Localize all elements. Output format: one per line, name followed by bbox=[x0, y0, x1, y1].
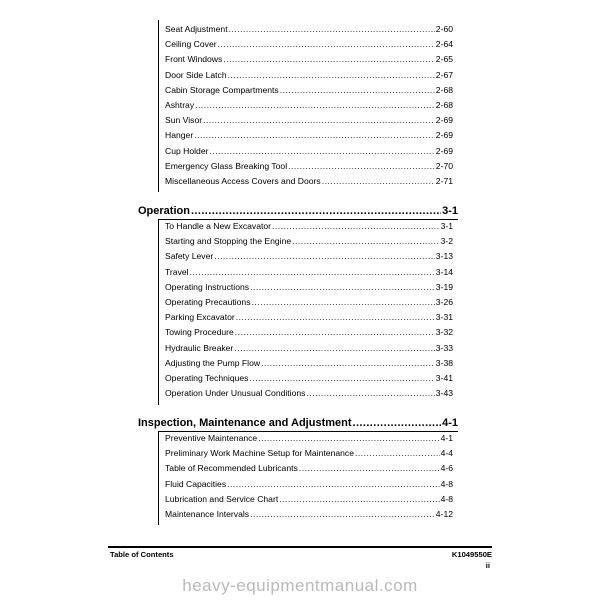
toc-entry[interactable] bbox=[165, 356, 453, 371]
toc-entry[interactable] bbox=[165, 371, 453, 386]
toc-entry-title: To Handle a New Excavator bbox=[165, 221, 272, 231]
toc-entry-title: Cabin Storage Compartments bbox=[165, 84, 279, 95]
toc-entry[interactable] bbox=[165, 265, 453, 280]
toc-entry-page: 4-4 bbox=[440, 448, 453, 459]
toc-entry-page: 3-33 bbox=[435, 342, 453, 353]
toc-section-heading-inspection[interactable] bbox=[138, 414, 458, 432]
toc-entry[interactable] bbox=[165, 219, 453, 234]
toc-entry-title: Emergency Glass Breaking Tool bbox=[165, 160, 288, 171]
toc-entry-page: 4-12 bbox=[435, 508, 453, 519]
toc-entry[interactable] bbox=[165, 310, 453, 325]
toc-entry-page: 2-69 bbox=[435, 115, 453, 126]
section-heading-title: Operation bbox=[138, 205, 190, 217]
toc-entry-title: Maintenance Intervals bbox=[165, 508, 250, 519]
toc-entry[interactable] bbox=[165, 159, 453, 174]
toc-entry[interactable] bbox=[165, 68, 453, 83]
toc-entry[interactable] bbox=[165, 52, 453, 67]
toc-entry-title: Hanger bbox=[165, 130, 194, 141]
toc-entry-page: 2-64 bbox=[435, 39, 453, 50]
toc-entry-page: 3-19 bbox=[435, 281, 453, 292]
toc-entry-page: 2-68 bbox=[435, 99, 453, 110]
toc-entry-page: 3-41 bbox=[435, 372, 453, 383]
toc-entry-page: 2-65 bbox=[435, 54, 453, 65]
section-heading-page: 4-1 bbox=[442, 417, 458, 429]
toc-list-section-1 bbox=[165, 219, 453, 401]
toc-section-heading-operation[interactable] bbox=[138, 202, 458, 220]
toc-entry-title: Seat Adjustment bbox=[165, 24, 228, 34]
toc-entry-title: Cup Holder bbox=[165, 145, 209, 156]
toc-entry[interactable] bbox=[165, 386, 453, 401]
toc-entry-page: 4-8 bbox=[440, 478, 453, 489]
toc-entry[interactable] bbox=[165, 477, 453, 492]
toc-entry-page: 3-1 bbox=[440, 221, 453, 231]
toc-entry-page: 4-8 bbox=[440, 493, 453, 504]
toc-entry-title: Operating Techniques bbox=[165, 372, 249, 383]
toc-entry-title: Ceiling Cover bbox=[165, 39, 217, 50]
toc-entry-title: Ashtray bbox=[165, 99, 195, 110]
toc-entry-title: Preliminary Work Machine Setup for Maintenance bbox=[165, 448, 354, 459]
toc-entry-page: 3-38 bbox=[435, 357, 453, 368]
watermark-text: heavy-equipmentmanual.com bbox=[182, 576, 418, 595]
toc-entry-title: Hydraulic Breaker bbox=[165, 342, 234, 353]
toc-entry-title: Operating Instructions bbox=[165, 281, 250, 292]
footer-document-number: K1049550E bbox=[451, 550, 492, 559]
toc-entry[interactable] bbox=[165, 461, 453, 476]
toc-entry-title: Towing Procedure bbox=[165, 327, 234, 338]
toc-entry-page: 3-32 bbox=[435, 327, 453, 338]
toc-entry[interactable] bbox=[165, 446, 453, 461]
toc-entry-title: Sun Visor bbox=[165, 115, 203, 126]
toc-entry[interactable] bbox=[165, 83, 453, 98]
toc-entry-page: 3-2 bbox=[440, 236, 453, 247]
toc-entry-page: 2-71 bbox=[435, 175, 453, 186]
toc-entry-title: Starting and Stopping the Engine bbox=[165, 236, 292, 247]
toc-entry[interactable] bbox=[165, 144, 453, 159]
toc-entry-title: Front Windows bbox=[165, 54, 223, 65]
toc-entry-title: Safety Lever bbox=[165, 251, 214, 262]
toc-entry[interactable] bbox=[165, 280, 453, 295]
toc-entry-title: Table of Recommended Lubricants bbox=[165, 463, 298, 474]
toc-entry[interactable] bbox=[165, 128, 453, 143]
toc-list-section-0 bbox=[165, 22, 453, 189]
toc-entry-page: 2-68 bbox=[435, 84, 453, 95]
toc-entry[interactable] bbox=[165, 22, 453, 37]
toc-entry-page: 2-70 bbox=[435, 160, 453, 171]
section-heading-page: 3-1 bbox=[442, 205, 458, 217]
section-bracket-line bbox=[158, 219, 159, 405]
toc-entry-page: 2-69 bbox=[435, 130, 453, 141]
toc-entry[interactable] bbox=[165, 234, 453, 249]
toc-entry[interactable] bbox=[165, 37, 453, 52]
toc-entry[interactable] bbox=[165, 295, 453, 310]
toc-entry[interactable] bbox=[165, 174, 453, 189]
section-bracket-line bbox=[158, 20, 159, 192]
toc-entry[interactable] bbox=[165, 325, 453, 340]
toc-entry[interactable] bbox=[165, 431, 453, 446]
toc-entry[interactable] bbox=[165, 492, 453, 507]
toc-entry-page: 2-67 bbox=[435, 69, 453, 80]
section-bracket-line bbox=[158, 431, 159, 525]
toc-entry-page: 4-6 bbox=[440, 463, 453, 474]
toc-entry-page: 3-26 bbox=[435, 296, 453, 307]
toc-entry-page: 3-13 bbox=[435, 251, 453, 262]
toc-entry-title: Parking Excavator bbox=[165, 312, 235, 323]
toc-entry[interactable] bbox=[165, 98, 453, 113]
toc-entry-title: Adjusting the Pump Flow bbox=[165, 357, 261, 368]
toc-entry-page: 4-1 bbox=[440, 433, 453, 443]
footer-rule bbox=[108, 546, 492, 548]
toc-entry-page: 3-14 bbox=[435, 266, 453, 277]
toc-entry-page: 3-31 bbox=[435, 312, 453, 323]
footer-title: Table of Contents bbox=[110, 550, 174, 559]
toc-entry-title: Operating Precautions bbox=[165, 296, 251, 307]
toc-entry[interactable] bbox=[165, 249, 453, 264]
toc-entry-title: Preventive Maintenance bbox=[165, 433, 258, 443]
toc-entry-page: 3-43 bbox=[435, 388, 453, 399]
toc-entry[interactable] bbox=[165, 341, 453, 356]
footer-page-number: ii bbox=[485, 561, 490, 570]
toc-entry-page: 2-60 bbox=[435, 24, 453, 34]
toc-entry-title: Miscellaneous Access Covers and Doors bbox=[165, 175, 321, 186]
toc-entry-title: Operation Under Unusual Conditions bbox=[165, 388, 306, 399]
toc-entry[interactable] bbox=[165, 507, 453, 522]
toc-entry-title: Fluid Capacities bbox=[165, 478, 227, 489]
toc-list-section-2 bbox=[165, 431, 453, 522]
toc-entry-title: Lubrication and Service Chart bbox=[165, 493, 279, 504]
toc-entry-title: Door Side Latch bbox=[165, 69, 227, 80]
section-heading-title: Inspection, Maintenance and Adjustment bbox=[138, 417, 352, 429]
toc-entry[interactable] bbox=[165, 113, 453, 128]
toc-entry-title: Travel bbox=[165, 266, 189, 277]
toc-entry-page: 2-69 bbox=[435, 145, 453, 156]
